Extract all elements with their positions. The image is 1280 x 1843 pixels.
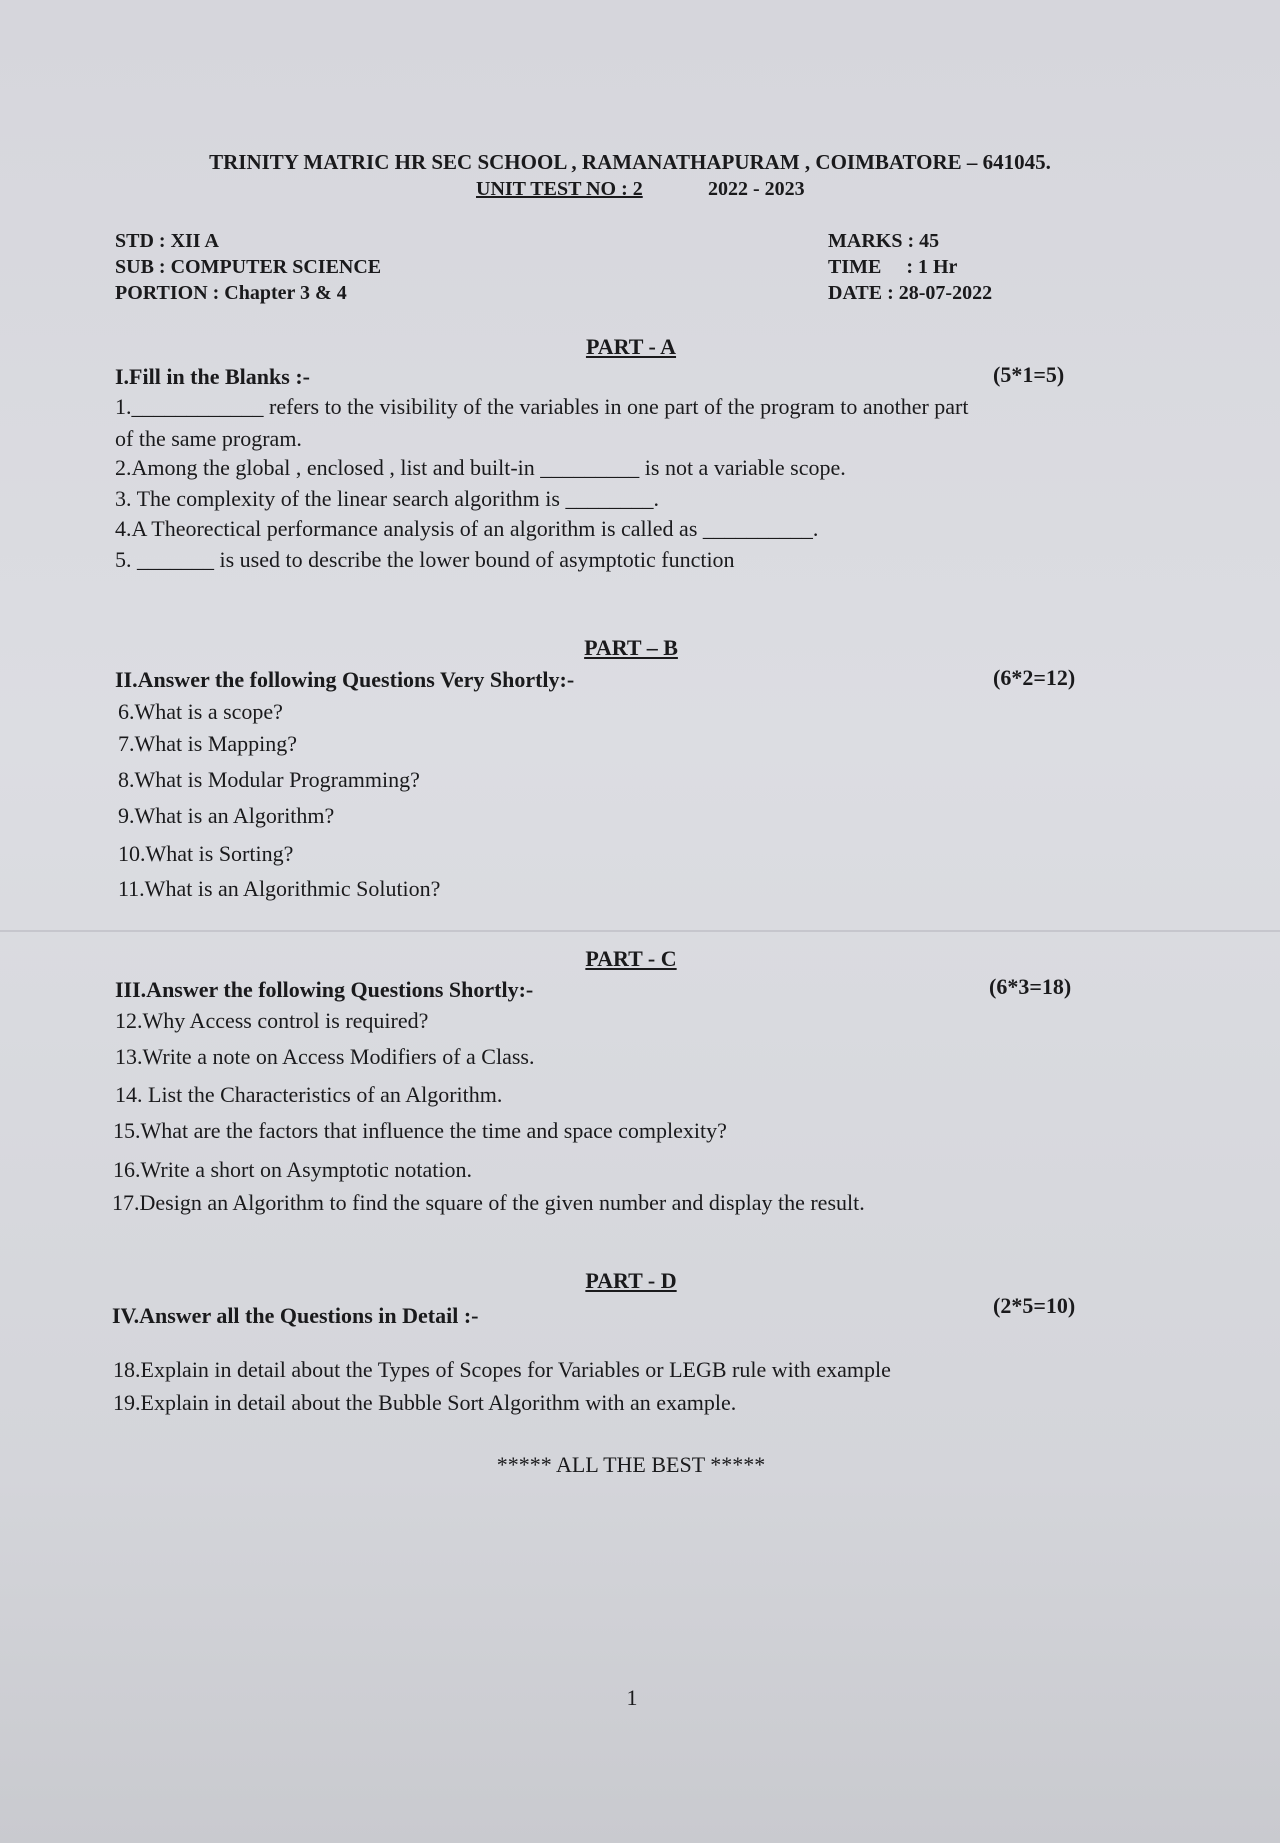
part-c-heading: III.Answer the following Questions Shortly:-: [115, 977, 534, 1002]
subject: SUB : COMPUTER SCIENCE: [115, 256, 382, 278]
question: 15.What are the factors that influence the time and space complexity?: [113, 1118, 727, 1143]
part-b-title: PART – B: [584, 635, 678, 660]
question: 12.Why Access control is required?: [115, 1008, 429, 1033]
question: 18.Explain in detail about the Types of Scopes for Variables or LEGB rule with example: [113, 1357, 891, 1382]
part-d-title: PART - D: [585, 1268, 677, 1293]
page-number: 1: [626, 1685, 638, 1710]
std: STD : XII A: [115, 230, 219, 252]
date: DATE : 28-07-2022: [828, 282, 993, 304]
question: 14. List the Characteristics of an Algorithm.: [115, 1082, 503, 1107]
test-title: UNIT TEST NO : 2: [476, 178, 643, 200]
academic-year: 2022 - 2023: [708, 178, 805, 200]
question: 16.Write a short on Asymptotic notation.: [113, 1157, 473, 1182]
portion: PORTION : Chapter 3 & 4: [115, 282, 347, 304]
part-b-marks: (6*2=12): [993, 665, 1076, 690]
question: 19.Explain in detail about the Bubble Sort Algorithm with an example.: [113, 1390, 737, 1415]
question: 13.Write a note on Access Modifiers of a Class.: [115, 1044, 535, 1069]
question: 3. The complexity of the linear search algorithm is ________.: [115, 486, 659, 511]
paper-fold: [0, 930, 1280, 932]
question: 17.Design an Algorithm to find the square of the given number and display the result.: [112, 1190, 865, 1215]
school-name: TRINITY MATRIC HR SEC SCHOOL , RAMANATHAPURAM , COIMBATORE – 641045.: [209, 150, 1051, 174]
part-a-heading: I.Fill in the Blanks :-: [115, 364, 310, 389]
question: of the same program.: [115, 426, 302, 451]
part-c-marks: (6*3=18): [989, 974, 1072, 999]
question: 11.What is an Algorithmic Solution?: [118, 876, 441, 901]
question: 2.Among the global , enclosed , list and built-in _________ is not a variable scope.: [115, 455, 846, 480]
question: 7.What is Mapping?: [118, 731, 298, 756]
marks: MARKS : 45: [828, 230, 940, 252]
question: 5. _______ is used to describe the lower bound of asymptotic function: [115, 547, 735, 572]
time: TIME : 1 Hr: [828, 256, 958, 278]
part-d-heading: IV.Answer all the Questions in Detail :-: [112, 1303, 479, 1328]
part-c-title: PART - C: [585, 946, 677, 971]
question: 1.____________ refers to the visibility of the variables in one part of the program to another part: [115, 394, 969, 419]
closing-wish: ***** ALL THE BEST *****: [496, 1452, 766, 1477]
part-a-title: PART - A: [585, 334, 677, 359]
question: 6.What is a scope?: [118, 699, 283, 724]
part-b-heading: II.Answer the following Questions Very Shortly:-: [115, 667, 575, 692]
part-a-marks: (5*1=5): [993, 362, 1065, 387]
question: 9.What is an Algorithm?: [118, 803, 335, 828]
question: 10.What is Sorting?: [118, 841, 294, 866]
part-d-marks: (2*5=10): [993, 1293, 1076, 1318]
question: 4.A Theorectical performance analysis of an algorithm is called as __________.: [115, 516, 819, 541]
question: 8.What is Modular Programming?: [118, 767, 420, 792]
